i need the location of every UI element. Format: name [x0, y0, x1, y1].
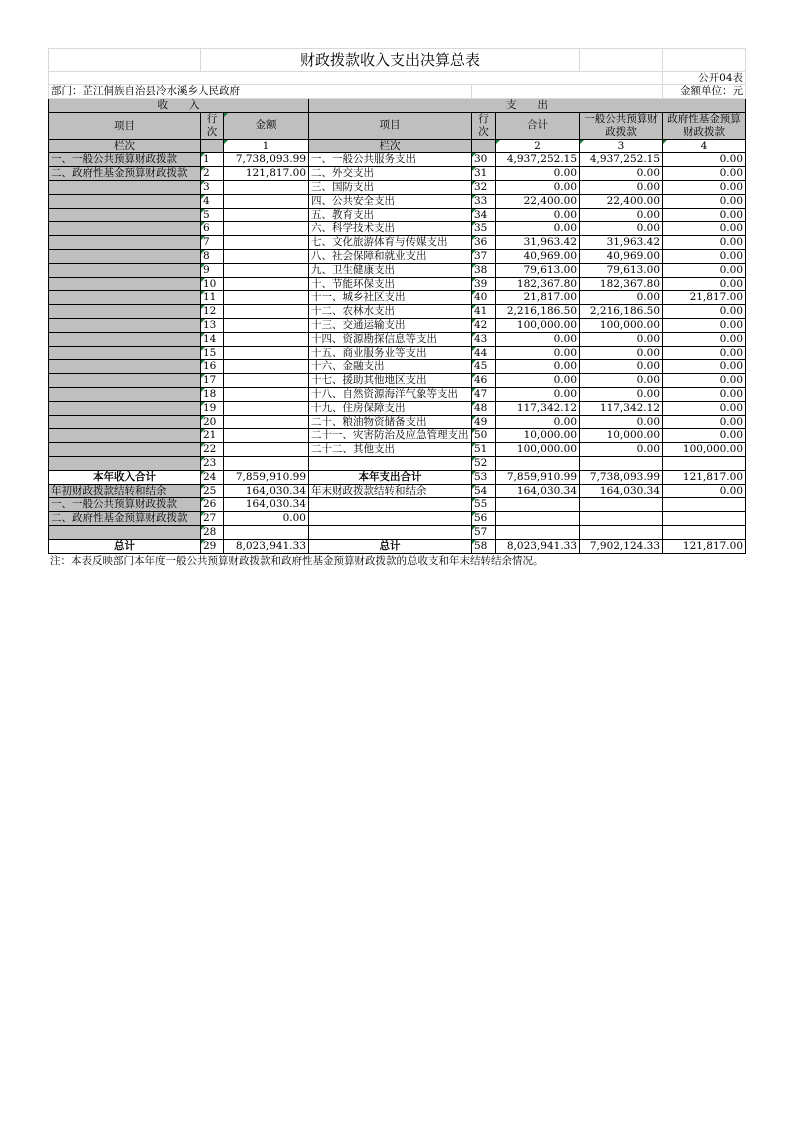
general-budget-cell: 164,030.34 [580, 484, 663, 498]
expense-col-label: 栏次 [309, 139, 472, 153]
unit-label: 金额单位：元 [663, 85, 746, 98]
income-item-cell: 总计 [49, 539, 201, 553]
general-budget-cell: 0.00 [580, 181, 663, 195]
expense-row-no-cell: 57 [472, 525, 496, 539]
gov-fund-cell: 0.00 [663, 249, 746, 263]
income-row-no-cell: 4 [201, 194, 224, 208]
income-row-no-cell: 13 [201, 318, 224, 332]
expense-total-cell: 0.00 [496, 332, 580, 346]
general-budget-cell: 182,367.80 [580, 277, 663, 291]
income-item-cell [49, 305, 201, 319]
income-item-cell [49, 456, 201, 470]
meta-blank-2 [472, 85, 663, 98]
gov-fund-cell [663, 498, 746, 512]
gov-fund-cell: 0.00 [663, 387, 746, 401]
gov-fund-cell: 0.00 [663, 415, 746, 429]
income-row-no-cell: 5 [201, 208, 224, 222]
income-amount-cell [224, 194, 309, 208]
income-amount-cell: 7,738,093.99 [224, 153, 309, 167]
expense-item-cell: 一、一般公共服务支出 [309, 153, 472, 167]
income-col-no-blank [201, 139, 224, 153]
expense-row-no-cell: 32 [472, 181, 496, 195]
expense-total-cell: 40,969.00 [496, 249, 580, 263]
gov-fund-cell [663, 525, 746, 539]
expense-total-cell: 182,367.80 [496, 277, 580, 291]
expense-col-no-blank [472, 139, 496, 153]
income-row-no-cell: 2 [201, 167, 224, 181]
expense-item-header: 项目 [309, 112, 472, 139]
income-item-cell [49, 332, 201, 346]
gov-fund-cell [663, 512, 746, 526]
expense-item-cell: 九、卫生健康支出 [309, 263, 472, 277]
income-item-cell [49, 263, 201, 277]
income-amount-cell [224, 208, 309, 222]
gov-fund-cell: 0.00 [663, 208, 746, 222]
income-row-no-header: 行次 [201, 112, 224, 139]
income-col-label: 栏次 [49, 139, 201, 153]
income-amount-cell [224, 181, 309, 195]
expense-row-no-cell: 49 [472, 415, 496, 429]
expense-total-cell: 22,400.00 [496, 194, 580, 208]
general-budget-cell: 0.00 [580, 332, 663, 346]
general-budget-cell: 0.00 [580, 346, 663, 360]
general-budget-cell [580, 512, 663, 526]
expense-row-no-cell: 42 [472, 318, 496, 332]
expense-total-cell: 0.00 [496, 208, 580, 222]
general-budget-cell: 117,342.12 [580, 401, 663, 415]
general-budget-cell: 0.00 [580, 222, 663, 236]
gov-fund-cell: 0.00 [663, 360, 746, 374]
expense-item-cell [309, 525, 472, 539]
income-row-no-cell: 10 [201, 277, 224, 291]
income-row-no-cell: 1 [201, 153, 224, 167]
income-row-no-cell: 7 [201, 236, 224, 250]
income-item-cell: 一、一般公共预算财政拨款 [49, 498, 201, 512]
expense-row-no-header: 行次 [472, 112, 496, 139]
income-item-cell [49, 277, 201, 291]
gov-fund-cell: 0.00 [663, 484, 746, 498]
gov-fund-cell: 0.00 [663, 429, 746, 443]
expense-item-cell: 十八、自然资源海洋气象等支出 [309, 387, 472, 401]
general-budget-cell: 2,216,186.50 [580, 305, 663, 319]
income-amount-cell: 121,817.00 [224, 167, 309, 181]
expense-row-no-cell: 55 [472, 498, 496, 512]
income-amount-cell [224, 222, 309, 236]
expense-row-no-cell: 36 [472, 236, 496, 250]
general-budget-cell: 7,902,124.33 [580, 539, 663, 553]
expense-total-cell: 79,613.00 [496, 263, 580, 277]
expense-row-no-cell: 39 [472, 277, 496, 291]
general-budget-cell: 0.00 [580, 443, 663, 457]
income-row-no-cell: 25 [201, 484, 224, 498]
gov-fund-cell [663, 456, 746, 470]
expense-item-cell: 十三、交通运输支出 [309, 318, 472, 332]
income-amount-cell [224, 346, 309, 360]
general-budget-cell [580, 525, 663, 539]
income-item-cell [49, 194, 201, 208]
income-amount-cell [224, 277, 309, 291]
general-budget-cell: 0.00 [580, 291, 663, 305]
income-amount-cell [224, 387, 309, 401]
general-budget-cell [580, 498, 663, 512]
income-item-header: 项目 [49, 112, 201, 139]
expense-total-cell: 31,963.42 [496, 236, 580, 250]
general-budget-cell: 0.00 [580, 387, 663, 401]
expense-total-cell: 0.00 [496, 167, 580, 181]
income-row-no-cell: 20 [201, 415, 224, 429]
gov-fund-cell: 0.00 [663, 236, 746, 250]
table-row [49, 443, 746, 457]
table-row [49, 249, 746, 263]
income-amount-cell [224, 415, 309, 429]
table-row [49, 332, 746, 346]
income-row-no-cell: 3 [201, 181, 224, 195]
income-row-no-cell: 16 [201, 360, 224, 374]
year-total-row [49, 470, 746, 484]
gov-fund-cell: 0.00 [663, 332, 746, 346]
income-row-no-cell: 14 [201, 332, 224, 346]
general-budget-cell: 0.00 [580, 415, 663, 429]
expense-item-cell: 十九、住房保障支出 [309, 401, 472, 415]
table-row [49, 194, 746, 208]
table-row [49, 360, 746, 374]
income-item-cell [49, 429, 201, 443]
table-row [49, 401, 746, 415]
income-amount-cell: 8,023,941.33 [224, 539, 309, 553]
income-row-no-cell: 21 [201, 429, 224, 443]
general-budget-cell: 79,613.00 [580, 263, 663, 277]
expense-row-no-cell: 30 [472, 153, 496, 167]
income-row-no-cell: 28 [201, 525, 224, 539]
income-item-cell: 一、一般公共预算财政拨款 [49, 153, 201, 167]
table-row [49, 236, 746, 250]
department-label: 部门：芷江侗族自治县冷水溪乡人民政府 [49, 85, 472, 98]
expense-total-cell: 0.00 [496, 222, 580, 236]
income-row-no-cell: 12 [201, 305, 224, 319]
income-item-cell: 本年收入合计 [49, 470, 201, 484]
gov-fund-cell: 0.00 [663, 263, 746, 277]
expense-total-cell: 7,859,910.99 [496, 470, 580, 484]
income-amount-cell: 164,030.34 [224, 498, 309, 512]
gov-fund-cell: 0.00 [663, 222, 746, 236]
income-item-cell [49, 360, 201, 374]
form-code: 公开04表 [663, 72, 746, 85]
income-item-cell [49, 222, 201, 236]
table-row [49, 153, 746, 167]
expense-total-cell: 0.00 [496, 181, 580, 195]
meta-blank [49, 72, 663, 85]
expense-item-cell: 三、国防支出 [309, 181, 472, 195]
expense-total-cell: 0.00 [496, 346, 580, 360]
gov-fund-cell: 121,817.00 [663, 470, 746, 484]
table-row [49, 291, 746, 305]
income-row-no-cell: 18 [201, 387, 224, 401]
general-budget-cell: 0.00 [580, 374, 663, 388]
expense-item-cell: 二十二、其他支出 [309, 443, 472, 457]
income-amount-cell: 164,030.34 [224, 484, 309, 498]
table-note: 注：本表反映部门本年度一般公共预算财政拨款和政府性基金预算财政拨款的总收支和年末结转结余情况。 [50, 554, 544, 567]
income-amount-cell [224, 291, 309, 305]
income-amount-cell [224, 401, 309, 415]
expense-item-cell: 十六、金融支出 [309, 360, 472, 374]
gov-fund-cell: 0.00 [663, 194, 746, 208]
grand-total-row [49, 539, 746, 553]
expense-row-no-cell: 41 [472, 305, 496, 319]
income-amount-cell [224, 332, 309, 346]
income-row-no-cell: 11 [201, 291, 224, 305]
expense-total-cell: 0.00 [496, 374, 580, 388]
table-row [49, 415, 746, 429]
expense-row-no-cell: 58 [472, 539, 496, 553]
expense-item-cell [309, 498, 472, 512]
expense-total-cell [496, 456, 580, 470]
general-budget-cell: 0.00 [580, 360, 663, 374]
income-row-no-cell: 27 [201, 512, 224, 526]
income-item-cell [49, 318, 201, 332]
income-item-cell [49, 525, 201, 539]
income-amount-cell [224, 429, 309, 443]
income-amount-cell [224, 318, 309, 332]
general-budget-cell: 40,969.00 [580, 249, 663, 263]
expense-item-cell [309, 456, 472, 470]
expense-total-cell: 0.00 [496, 415, 580, 429]
expense-total-cell [496, 512, 580, 526]
general-budget-cell: 0.00 [580, 208, 663, 222]
table-row [49, 374, 746, 388]
gov-fund-cell: 100,000.00 [663, 443, 746, 457]
income-amount-header: 金额 [224, 112, 309, 139]
expense-row-no-cell: 45 [472, 360, 496, 374]
expense-row-no-cell: 37 [472, 249, 496, 263]
income-row-no-cell: 29 [201, 539, 224, 553]
expense-row-no-cell: 46 [472, 374, 496, 388]
general-budget-cell: 10,000.00 [580, 429, 663, 443]
income-item-cell [49, 415, 201, 429]
expense-row-no-cell: 53 [472, 470, 496, 484]
gov-fund-cell: 0.00 [663, 181, 746, 195]
expense-total-cell: 100,000.00 [496, 443, 580, 457]
expense-row-no-cell: 54 [472, 484, 496, 498]
expense-row-no-cell: 51 [472, 443, 496, 457]
expense-row-no-cell: 50 [472, 429, 496, 443]
income-row-no-cell: 19 [201, 401, 224, 415]
table-row [49, 498, 746, 512]
expense-total-cell: 0.00 [496, 360, 580, 374]
general-budget-cell: 7,738,093.99 [580, 470, 663, 484]
table-row [49, 208, 746, 222]
title-spacer-left [49, 49, 201, 72]
general-budget-cell: 31,963.42 [580, 236, 663, 250]
income-amount-cell [224, 443, 309, 457]
income-amount-cell [224, 263, 309, 277]
income-item-cell: 年初财政拨款结转和结余 [49, 484, 201, 498]
income-row-no-cell: 23 [201, 456, 224, 470]
expense-row-no-cell: 43 [472, 332, 496, 346]
income-item-cell [49, 181, 201, 195]
table-row [49, 222, 746, 236]
expense-item-cell: 总计 [309, 539, 472, 553]
income-amount-cell: 7,859,910.99 [224, 470, 309, 484]
gov-fund-cell: 21,817.00 [663, 291, 746, 305]
expense-row-no-cell: 35 [472, 222, 496, 236]
col-index-1: 1 [224, 139, 309, 153]
expense-row-no-cell: 56 [472, 512, 496, 526]
expense-item-cell: 年末财政拨款结转和结余 [309, 484, 472, 498]
final-accounts-sheet [48, 48, 745, 568]
expense-item-cell: 本年支出合计 [309, 470, 472, 484]
expense-row-no-cell: 31 [472, 167, 496, 181]
table-row [49, 263, 746, 277]
income-row-no-cell: 15 [201, 346, 224, 360]
income-item-cell: 二、政府性基金预算财政拨款 [49, 512, 201, 526]
expense-item-cell [309, 512, 472, 526]
table-row [49, 277, 746, 291]
general-budget-cell: 22,400.00 [580, 194, 663, 208]
expense-total-cell: 8,023,941.33 [496, 539, 580, 553]
general-budget-cell: 4,937,252.15 [580, 153, 663, 167]
expense-row-no-cell: 44 [472, 346, 496, 360]
income-amount-cell [224, 249, 309, 263]
expense-item-cell: 十五、商业服务业等支出 [309, 346, 472, 360]
title-spacer-right [580, 49, 663, 72]
table-row [49, 429, 746, 443]
table-row [49, 181, 746, 195]
general-budget-cell: 100,000.00 [580, 318, 663, 332]
income-item-cell [49, 387, 201, 401]
general-budget-header: 一般公共预算财政拨款 [580, 112, 663, 139]
gov-fund-cell: 0.00 [663, 318, 746, 332]
expense-total-cell: 10,000.00 [496, 429, 580, 443]
income-header: 收 入 [49, 98, 309, 112]
expense-row-no-cell: 38 [472, 263, 496, 277]
income-amount-cell [224, 305, 309, 319]
expense-item-cell: 五、教育支出 [309, 208, 472, 222]
expense-item-cell: 十二、农林水支出 [309, 305, 472, 319]
expense-item-cell: 八、社会保障和就业支出 [309, 249, 472, 263]
gov-fund-cell: 0.00 [663, 374, 746, 388]
income-row-no-cell: 9 [201, 263, 224, 277]
expense-item-cell: 七、文化旅游体育与传媒支出 [309, 236, 472, 250]
table-row [49, 305, 746, 319]
income-row-no-cell: 8 [201, 249, 224, 263]
expense-item-cell: 十七、援助其他地区支出 [309, 374, 472, 388]
table-row [49, 484, 746, 498]
gov-fund-cell: 121,817.00 [663, 539, 746, 553]
income-row-no-cell: 22 [201, 443, 224, 457]
expense-item-cell: 四、公共安全支出 [309, 194, 472, 208]
expense-row-no-cell: 34 [472, 208, 496, 222]
gov-fund-cell: 0.00 [663, 346, 746, 360]
expense-total-cell: 21,817.00 [496, 291, 580, 305]
income-item-cell [49, 208, 201, 222]
gov-fund-cell: 0.00 [663, 401, 746, 415]
income-amount-cell [224, 525, 309, 539]
expense-item-cell: 十、节能环保支出 [309, 277, 472, 291]
expense-total-cell [496, 525, 580, 539]
income-row-no-cell: 24 [201, 470, 224, 484]
expense-row-no-cell: 40 [472, 291, 496, 305]
income-row-no-cell: 6 [201, 222, 224, 236]
income-amount-cell [224, 360, 309, 374]
gov-fund-cell: 0.00 [663, 167, 746, 181]
expense-item-cell: 六、科学技术支出 [309, 222, 472, 236]
col-index-2: 2 [496, 139, 580, 153]
table-title-text: 财政拨款收入支出决算总表 [300, 51, 481, 69]
expense-item-cell: 二、外交支出 [309, 167, 472, 181]
table-row [49, 318, 746, 332]
expense-item-cell: 二十、粮油物资储备支出 [309, 415, 472, 429]
expense-row-no-cell: 52 [472, 456, 496, 470]
table-row [49, 456, 746, 470]
income-item-cell [49, 249, 201, 263]
expense-total-cell: 117,342.12 [496, 401, 580, 415]
income-amount-cell [224, 236, 309, 250]
income-amount-cell: 0.00 [224, 512, 309, 526]
expense-row-no-cell: 47 [472, 387, 496, 401]
income-item-cell [49, 401, 201, 415]
table-row [49, 387, 746, 401]
expense-total-cell: 164,030.34 [496, 484, 580, 498]
col-index-4: 4 [663, 139, 746, 153]
income-item-cell [49, 443, 201, 457]
expense-total-cell: 4,937,252.15 [496, 153, 580, 167]
table-row [49, 525, 746, 539]
expense-total-header: 合计 [496, 112, 580, 139]
expense-total-cell: 2,216,186.50 [496, 305, 580, 319]
income-item-cell [49, 374, 201, 388]
general-budget-cell [580, 456, 663, 470]
income-row-no-cell: 17 [201, 374, 224, 388]
title-spacer-end [663, 49, 746, 72]
expense-item-cell: 十四、资源勘探信息等支出 [309, 332, 472, 346]
table-title [201, 49, 580, 72]
general-budget-cell: 0.00 [580, 167, 663, 181]
income-amount-cell [224, 374, 309, 388]
expense-item-cell: 二十一、灾害防治及应急管理支出 [309, 429, 472, 443]
expense-total-cell: 100,000.00 [496, 318, 580, 332]
expense-row-no-cell: 33 [472, 194, 496, 208]
table-row [49, 512, 746, 526]
gov-fund-cell: 0.00 [663, 305, 746, 319]
gov-fund-cell: 0.00 [663, 153, 746, 167]
expense-header: 支 出 [309, 98, 746, 112]
fiscal-appropriation-table [48, 48, 746, 554]
expense-total-cell: 0.00 [496, 387, 580, 401]
income-row-no-cell: 26 [201, 498, 224, 512]
income-item-cell: 二、政府性基金预算财政拨款 [49, 167, 201, 181]
expense-total-cell [496, 498, 580, 512]
income-item-cell [49, 291, 201, 305]
col-index-3: 3 [580, 139, 663, 153]
income-item-cell [49, 346, 201, 360]
table-row [49, 167, 746, 181]
table-row [49, 346, 746, 360]
gov-fund-cell: 0.00 [663, 277, 746, 291]
income-item-cell [49, 236, 201, 250]
expense-row-no-cell: 48 [472, 401, 496, 415]
expense-item-cell: 十一、城乡社区支出 [309, 291, 472, 305]
income-amount-cell [224, 456, 309, 470]
gov-fund-header: 政府性基金预算财政拨款 [663, 112, 746, 139]
